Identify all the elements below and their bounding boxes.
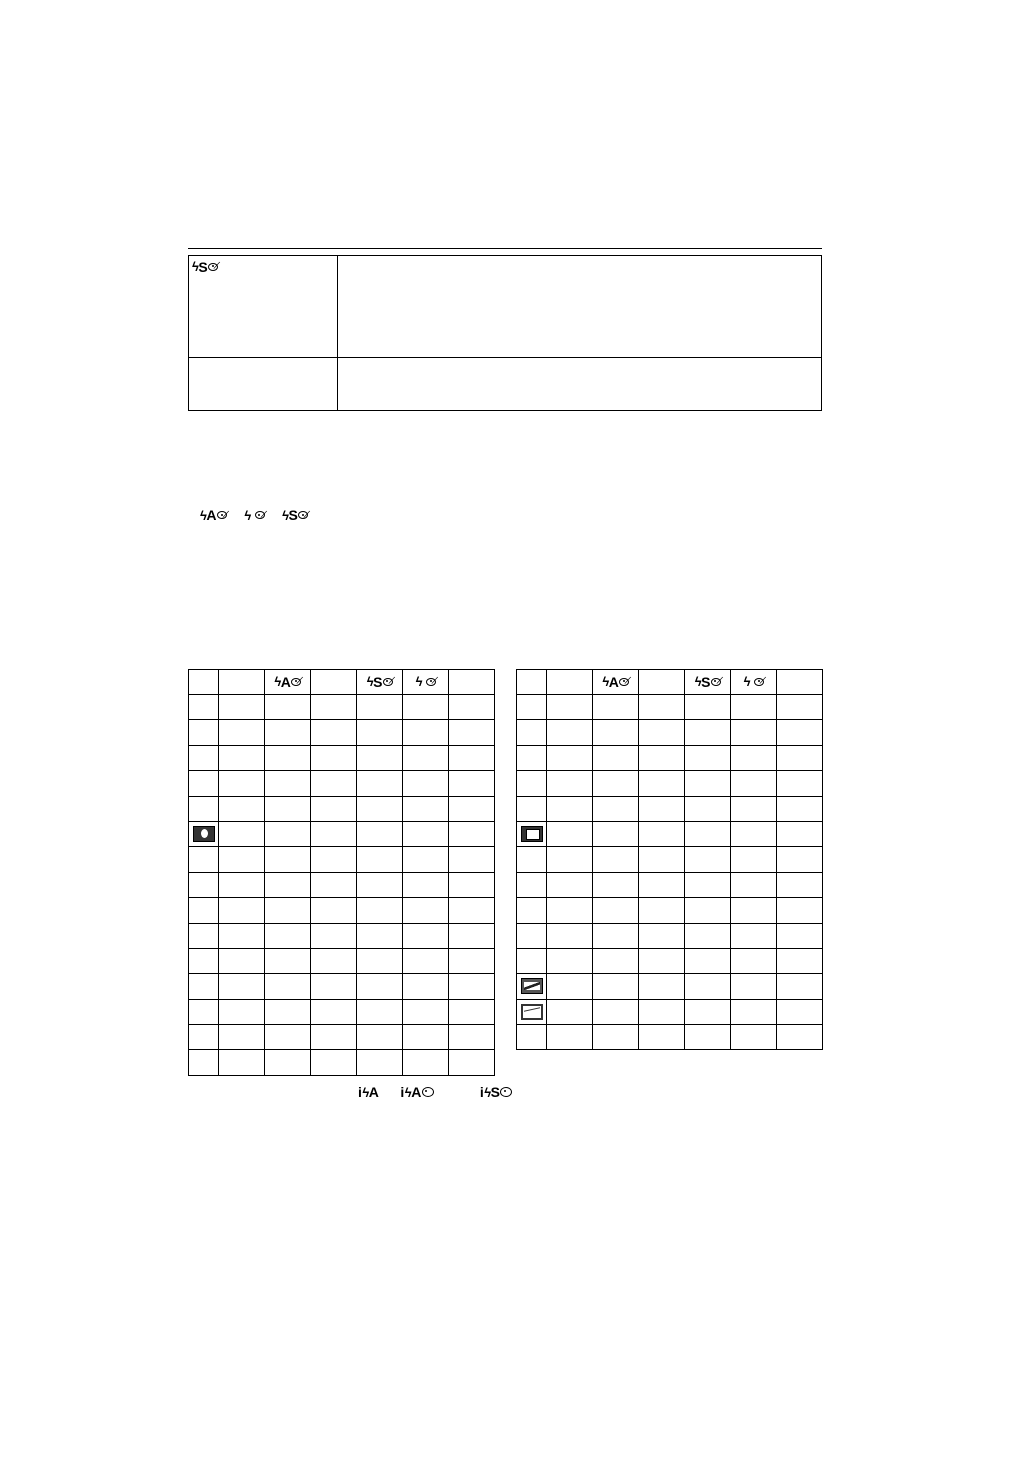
grid-cell [219, 898, 265, 923]
header-cell [517, 670, 547, 695]
slow-sync-redeye-flash-icon: ϟ S ⁄ [192, 258, 219, 275]
grid-cell [731, 720, 777, 745]
scene-icon-cell [189, 999, 219, 1024]
grid-cell [731, 796, 777, 821]
scene-icon-cell [189, 821, 219, 846]
grid-cell [593, 720, 639, 745]
header-cell [639, 670, 685, 695]
setting-icon-cell [189, 358, 338, 411]
grid-cell [685, 720, 731, 745]
table-row [517, 1025, 823, 1050]
grid-cell [777, 898, 823, 923]
grid-cell [449, 974, 495, 999]
setting-description-cell [338, 358, 822, 411]
grid-cell [311, 872, 357, 897]
grid-cell [731, 974, 777, 999]
grid-cell [547, 745, 593, 770]
table-row [189, 771, 495, 796]
grid-cell [547, 821, 593, 846]
table-row [189, 256, 822, 358]
grid-cell [593, 974, 639, 999]
grid-cell [731, 923, 777, 948]
table-row [189, 974, 495, 999]
grid-cell [777, 847, 823, 872]
panorama-scene-icon [521, 1004, 543, 1020]
grid-cell [357, 796, 403, 821]
grid-cell [639, 898, 685, 923]
grid-cell [311, 948, 357, 973]
redeye-icon-row [200, 508, 308, 522]
intelligent-flash-auto-icon: i ϟ A [358, 1084, 379, 1100]
table-row [189, 1050, 495, 1075]
scene-icon-cell [189, 695, 219, 720]
grid-cell [311, 898, 357, 923]
grid-cell [449, 999, 495, 1024]
grid-cell [547, 999, 593, 1024]
table-row [189, 923, 495, 948]
table-row [517, 999, 823, 1024]
grid-cell [685, 745, 731, 770]
grid-cell [219, 974, 265, 999]
grid-cell [357, 695, 403, 720]
scene-icon-cell [517, 745, 547, 770]
forced-on-redeye-flash-icon: ϟ ⁄ [244, 507, 266, 523]
grid-cell [357, 1050, 403, 1075]
grid-cell [547, 695, 593, 720]
header-cell [219, 670, 265, 695]
grid-cell [311, 821, 357, 846]
scene-icon-cell [189, 948, 219, 973]
forced-on-redeye-flash-icon: ϟ ⁄ [415, 674, 437, 689]
scene-icon-cell [517, 948, 547, 973]
intelligent-flash-slow-redeye-icon: i ϟ S [480, 1085, 513, 1099]
grid-cell [219, 847, 265, 872]
grid-cell [403, 847, 449, 872]
grid-cell [449, 872, 495, 897]
grid-cell [265, 872, 311, 897]
grid-cell [219, 695, 265, 720]
grid-cell [731, 847, 777, 872]
grid-cell [449, 695, 495, 720]
grid-cell [547, 898, 593, 923]
table-row [189, 720, 495, 745]
scene-icon-cell [517, 720, 547, 745]
grid-cell [219, 821, 265, 846]
grid-cell [685, 948, 731, 973]
grid-cell [357, 720, 403, 745]
grid-cell [639, 999, 685, 1024]
grid-cell [593, 695, 639, 720]
table-row [517, 695, 823, 720]
grid-cell [593, 872, 639, 897]
grid-cell [219, 999, 265, 1024]
grid-cell [593, 771, 639, 796]
grid-cell [403, 821, 449, 846]
grid-cell [685, 847, 731, 872]
grid-cell [311, 923, 357, 948]
grid-cell [265, 898, 311, 923]
grid-cell [777, 974, 823, 999]
grid-cell [685, 872, 731, 897]
grid-cell [777, 720, 823, 745]
grid-cell [685, 771, 731, 796]
grid-cell [219, 796, 265, 821]
grid-cell [403, 898, 449, 923]
grid-cell [403, 999, 449, 1024]
grid-cell [357, 847, 403, 872]
scene-icon-cell [517, 847, 547, 872]
grid-cell [639, 796, 685, 821]
grid-cell [357, 1025, 403, 1050]
scene-icon-cell [189, 1025, 219, 1050]
grid-cell [403, 720, 449, 745]
grid-cell [449, 821, 495, 846]
header-cell [265, 670, 311, 695]
grid-cell [265, 695, 311, 720]
grid-cell [265, 821, 311, 846]
grid-cell [265, 999, 311, 1024]
scene-icon-cell [517, 872, 547, 897]
grid-cell [639, 720, 685, 745]
table-row [517, 821, 823, 846]
grid-cell [311, 771, 357, 796]
grid-header-row [189, 670, 495, 695]
grid-cell [547, 948, 593, 973]
grid-cell [357, 974, 403, 999]
grid-cell [639, 821, 685, 846]
grid-cell [731, 999, 777, 1024]
scene-icon-cell [517, 999, 547, 1024]
grid-cell [777, 872, 823, 897]
grid-cell [219, 923, 265, 948]
table-row [517, 923, 823, 948]
grid-cell [547, 847, 593, 872]
grid-cell [219, 720, 265, 745]
header-cell [311, 670, 357, 695]
grid-cell [639, 695, 685, 720]
grid-cell [639, 923, 685, 948]
grid-cell [777, 745, 823, 770]
scene-icon-cell [517, 821, 547, 846]
intelligent-flash-auto-redeye-icon: i ϟ A [400, 1085, 433, 1099]
grid-cell [265, 974, 311, 999]
grid-cell [731, 745, 777, 770]
scene-icon-cell [189, 745, 219, 770]
grid-cell [357, 923, 403, 948]
grid-cell [311, 1025, 357, 1050]
table-row [189, 695, 495, 720]
grid-cell [777, 923, 823, 948]
grid-cell [449, 948, 495, 973]
grid-cell [357, 999, 403, 1024]
grid-cell [547, 720, 593, 745]
grid-cell [449, 898, 495, 923]
header-cell [685, 670, 731, 695]
grid-cell [265, 847, 311, 872]
grid-cell [403, 948, 449, 973]
grid-cell [731, 695, 777, 720]
auto-redeye-flash-icon: ϟ A ⁄ [200, 507, 228, 523]
grid-cell [449, 923, 495, 948]
grid-cell [639, 974, 685, 999]
scene-icon-cell [189, 847, 219, 872]
grid-cell [219, 1050, 265, 1075]
scene-icon-cell [189, 923, 219, 948]
table-row [517, 720, 823, 745]
table-row [189, 821, 495, 846]
grid-cell [265, 923, 311, 948]
grid-cell [357, 745, 403, 770]
grid-cell [403, 745, 449, 770]
scene-icon-cell [517, 771, 547, 796]
grid-cell [593, 898, 639, 923]
grid-cell [593, 796, 639, 821]
grid-cell [449, 1025, 495, 1050]
table-row [189, 358, 822, 411]
grid-cell [449, 771, 495, 796]
grid-cell [403, 974, 449, 999]
header-rule [188, 248, 822, 249]
scene-flash-grid-left [188, 669, 495, 1076]
grid-cell [265, 771, 311, 796]
grid-cell [449, 745, 495, 770]
grid-cell [403, 923, 449, 948]
grid-cell [685, 923, 731, 948]
scene-icon-cell [517, 974, 547, 999]
grid-cell [593, 847, 639, 872]
grid-cell [265, 1025, 311, 1050]
grid-cell [639, 872, 685, 897]
grid-cell [639, 1025, 685, 1050]
grid-cell [403, 796, 449, 821]
table-row [517, 948, 823, 973]
grid-cell [777, 695, 823, 720]
forced-on-redeye-flash-icon: ϟ ⁄ [743, 674, 765, 689]
flash-settings-table [188, 255, 822, 411]
grid-cell [311, 720, 357, 745]
grid-cell [685, 999, 731, 1024]
grid-cell [357, 872, 403, 897]
grid-cell [311, 745, 357, 770]
grid-cell [777, 1025, 823, 1050]
header-cell [777, 670, 823, 695]
grid-cell [593, 923, 639, 948]
grid-cell [449, 720, 495, 745]
grid-cell [639, 745, 685, 770]
header-cell [449, 670, 495, 695]
slow-sync-redeye-flash-icon: ϟ S ⁄ [282, 507, 309, 523]
grid-cell [593, 745, 639, 770]
grid-cell [219, 872, 265, 897]
table-row [517, 745, 823, 770]
scene-icon-cell [189, 974, 219, 999]
grid-cell [357, 821, 403, 846]
grid-cell [219, 745, 265, 770]
grid-cell [311, 695, 357, 720]
table-row [189, 796, 495, 821]
grid-cell [685, 821, 731, 846]
table-row [189, 999, 495, 1024]
scene-icon-cell [517, 1025, 547, 1050]
grid-cell [547, 923, 593, 948]
header-cell [403, 670, 449, 695]
header-cell [593, 670, 639, 695]
table-row [189, 872, 495, 897]
grid-cell [639, 847, 685, 872]
auto-redeye-flash-icon: ϟ A ⁄ [274, 673, 302, 690]
table-row [517, 796, 823, 821]
grid-cell [731, 872, 777, 897]
grid-cell [685, 974, 731, 999]
grid-cell [403, 1025, 449, 1050]
scene-icon-cell [189, 720, 219, 745]
portrait-scene-icon [193, 826, 215, 842]
scene-icon-cell [189, 898, 219, 923]
grid-cell [593, 821, 639, 846]
scene-icon-cell [517, 695, 547, 720]
scenery-scene-icon [521, 978, 543, 994]
grid-cell [639, 948, 685, 973]
intelligent-auto-flash-icons [358, 1085, 512, 1099]
grid-cell [449, 1050, 495, 1075]
flash-burst-scene-icon [521, 826, 543, 842]
scene-icon-cell [517, 923, 547, 948]
grid-cell [547, 1025, 593, 1050]
grid-cell [311, 974, 357, 999]
grid-cell [449, 847, 495, 872]
grid-cell [777, 796, 823, 821]
grid-cell [731, 898, 777, 923]
header-cell [357, 670, 403, 695]
grid-cell [449, 796, 495, 821]
grid-cell [777, 771, 823, 796]
scene-icon-cell [189, 1050, 219, 1075]
auto-redeye-flash-icon: ϟ A ⁄ [602, 673, 630, 690]
header-cell [189, 670, 219, 695]
grid-cell [547, 771, 593, 796]
scene-icon-cell [189, 872, 219, 897]
grid-cell [219, 948, 265, 973]
grid-cell [265, 796, 311, 821]
grid-cell [219, 771, 265, 796]
grid-cell [685, 1025, 731, 1050]
table-row [189, 745, 495, 770]
grid-cell [265, 745, 311, 770]
grid-cell [731, 948, 777, 973]
grid-cell [593, 999, 639, 1024]
table-row [189, 898, 495, 923]
grid-cell [547, 872, 593, 897]
grid-cell [593, 948, 639, 973]
grid-cell [731, 1025, 777, 1050]
setting-icon-cell [189, 256, 338, 358]
grid-cell [357, 898, 403, 923]
grid-cell [265, 1050, 311, 1075]
grid-cell [403, 695, 449, 720]
grid-cell [357, 948, 403, 973]
grid-cell [685, 695, 731, 720]
table-row [517, 847, 823, 872]
grid-cell [547, 796, 593, 821]
grid-cell [265, 948, 311, 973]
grid-cell [311, 1050, 357, 1075]
header-cell [731, 670, 777, 695]
slow-sync-redeye-flash-icon: ϟ S ⁄ [366, 673, 394, 690]
scene-icon-cell [517, 898, 547, 923]
table-row [189, 1025, 495, 1050]
scene-flash-grid-right [516, 669, 823, 1050]
grid-cell [403, 1050, 449, 1075]
table-row [517, 872, 823, 897]
grid-header-row [517, 670, 823, 695]
table-row [189, 847, 495, 872]
grid-cell [777, 999, 823, 1024]
table-row [517, 771, 823, 796]
setting-description-cell [338, 256, 822, 358]
table-row [517, 898, 823, 923]
header-cell [547, 670, 593, 695]
grid-cell [685, 898, 731, 923]
table-row [517, 974, 823, 999]
grid-cell [639, 771, 685, 796]
grid-cell [311, 999, 357, 1024]
grid-cell [731, 771, 777, 796]
grid-cell [777, 821, 823, 846]
grid-cell [265, 720, 311, 745]
grid-cell [777, 948, 823, 973]
grid-cell [685, 796, 731, 821]
grid-cell [219, 1025, 265, 1050]
grid-cell [593, 1025, 639, 1050]
grid-cell [547, 974, 593, 999]
grid-cell [311, 847, 357, 872]
grid-cell [403, 872, 449, 897]
scene-icon-cell [189, 796, 219, 821]
grid-cell [357, 771, 403, 796]
grid-cell [403, 771, 449, 796]
table-row [189, 948, 495, 973]
grid-cell [731, 821, 777, 846]
slow-sync-redeye-flash-icon: ϟ S ⁄ [694, 673, 722, 690]
scene-icon-cell [517, 796, 547, 821]
grid-cell [311, 796, 357, 821]
scene-icon-cell [189, 771, 219, 796]
